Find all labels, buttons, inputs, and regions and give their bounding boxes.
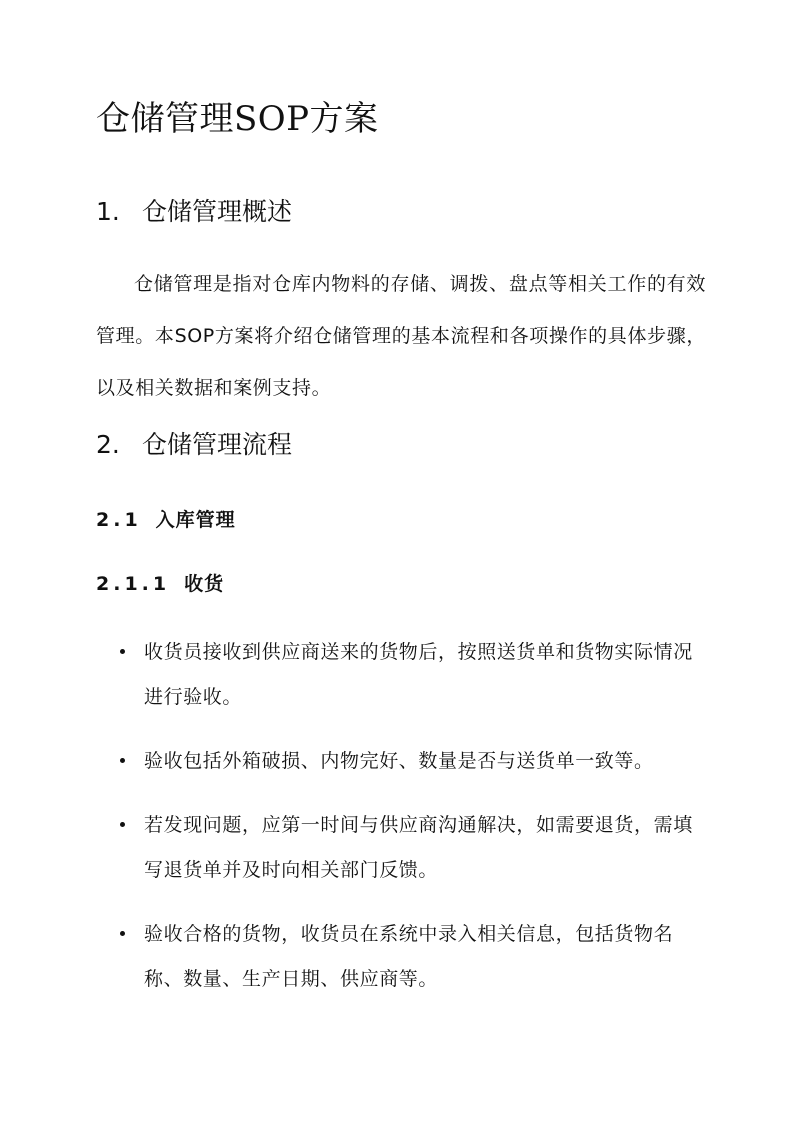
subsubsection-heading-receiving (96, 570, 224, 598)
list-item-text: 若发现问题，应第一时间与供应商沟通解决，如需要退货，需填写退货单并及时向相关部门反馈。 (144, 814, 693, 881)
bullet-icon (120, 822, 125, 827)
subsubsection-title: 收货 (184, 573, 225, 595)
subsection-title: 入库管理 (155, 509, 236, 531)
list-item (96, 630, 694, 720)
section-number: 2. (96, 430, 120, 459)
section-heading-overview (96, 195, 292, 229)
overview-paragraph: 仓储管理是指对仓库内物料的存储、调拨、盘点等相关工作的有效管理。本SOP方案将介绍仓储管理的基本流程和各项操作的具体步骤，以及相关数据和案例支持。 (96, 273, 706, 399)
section-heading-process (96, 428, 292, 462)
subsection-heading-inbound (96, 506, 236, 534)
subsubsection-number: 2.1.1 (96, 573, 171, 595)
list-item (96, 912, 694, 1002)
list-item-text: 收货员接收到供应商送来的货物后，按照送货单和货物实际情况进行验收。 (144, 641, 693, 708)
list-item-text: 验收合格的货物，收货员在系统中录入相关信息，包括货物名称、数量、生产日期、供应商等。 (144, 923, 674, 990)
bullet-icon (120, 758, 125, 763)
bullet-icon (120, 931, 125, 936)
bullet-icon (120, 649, 125, 654)
list-item (96, 739, 694, 784)
section-title: 仓储管理概述 (142, 197, 293, 226)
subsection-number: 2.1 (96, 509, 142, 531)
list-item (96, 803, 694, 893)
section-title: 仓储管理流程 (142, 430, 293, 459)
list-item-text: 验收包括外箱破损、内物完好、数量是否与送货单一致等。 (144, 750, 654, 772)
section-number: 1. (96, 197, 120, 226)
document-title: 仓储管理SOP方案 (96, 99, 379, 139)
receiving-bullet-list (96, 630, 716, 1021)
